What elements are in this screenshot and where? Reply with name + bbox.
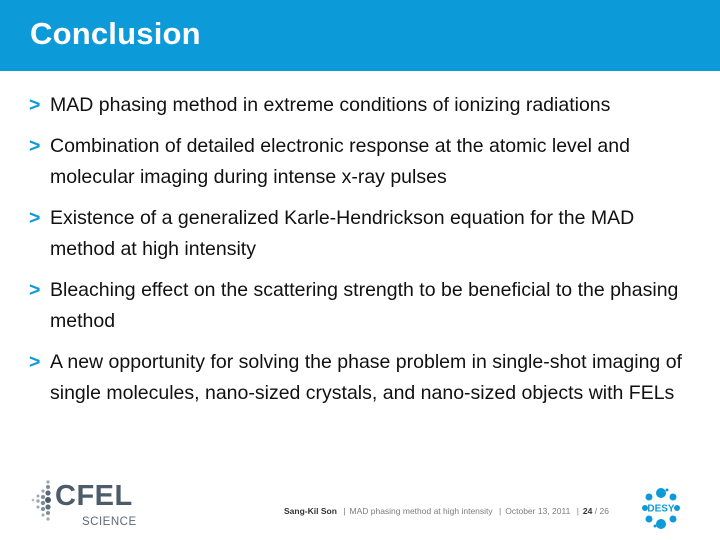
desy-logo	[637, 484, 685, 532]
cfel-logo-text: CFEL	[55, 480, 133, 512]
bullet-marker: >	[29, 135, 41, 157]
cfel-logo-subtext: SCIENCE	[82, 516, 137, 528]
slide-footer	[284, 506, 609, 516]
footer-page-separator: /	[594, 506, 598, 516]
footer-divider: |	[499, 506, 502, 516]
footer-divider: |	[576, 506, 579, 516]
slide-title: Conclusion	[30, 16, 201, 51]
desy-logo-text: DESY	[647, 503, 675, 515]
footer-page-number: 24	[582, 506, 593, 516]
bullet-text: Existence of a generalized Karle-Hendrickson equation for the MAD method at high intensity	[50, 207, 635, 260]
bullet-marker: >	[29, 207, 41, 229]
bullet-item	[29, 275, 699, 337]
bullet-item	[29, 131, 699, 193]
bullet-list	[29, 90, 699, 419]
footer-date: October 13, 2011	[505, 506, 571, 516]
bullet-item	[29, 347, 699, 409]
footer-divider: |	[343, 506, 346, 516]
bullet-text: Combination of detailed electronic response at the atomic level and molecular imaging during intense x-ray pulses	[50, 135, 630, 188]
bullet-text: A new opportunity for solving the phase problem in single-shot imaging of single molecules, nano-sized crystals, and nano-sized objects with FELs	[50, 351, 682, 404]
cfel-dots-icon	[30, 478, 56, 528]
cfel-logo	[30, 478, 142, 530]
footer-talk-title: MAD phasing method at high intensity	[349, 506, 493, 516]
bullet-marker: >	[29, 351, 41, 373]
bullet-item	[29, 203, 699, 265]
bullet-text: Bleaching effect on the scattering strength to be beneficial to the phasing method	[50, 279, 679, 332]
footer-author: Sang-Kil Son	[284, 506, 337, 516]
bullet-text: MAD phasing method in extreme conditions of ionizing radiations	[50, 94, 611, 116]
title-bar	[0, 0, 720, 71]
bullet-marker: >	[29, 279, 41, 301]
bullet-item	[29, 90, 699, 121]
bullet-marker: >	[29, 94, 41, 116]
footer-page-total: 26	[599, 506, 609, 516]
